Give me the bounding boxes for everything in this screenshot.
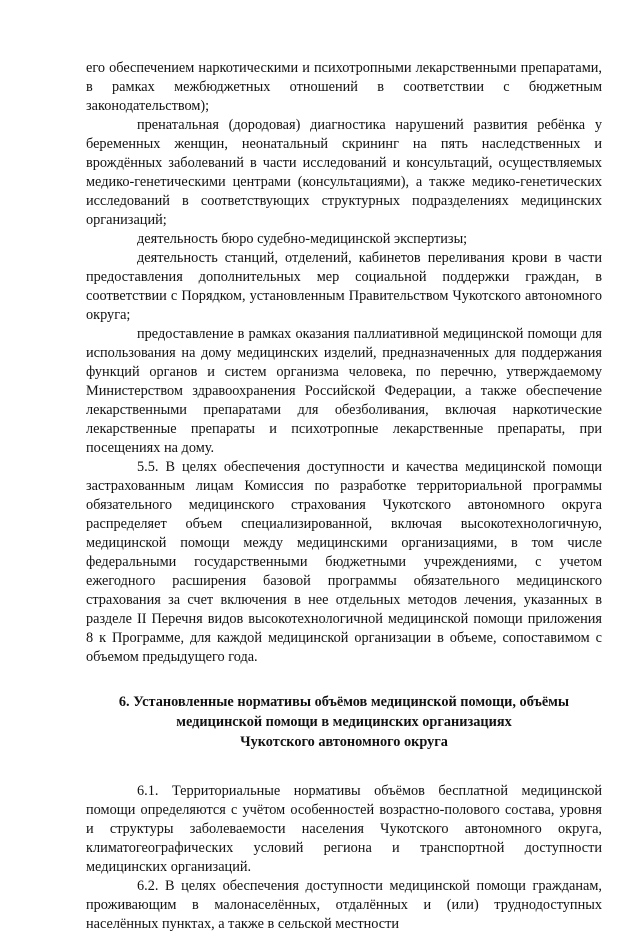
paragraph-continuation: его обеспечением наркотическими и психотропными лекарственными препаратами, в рамках межбюджетных отношений в соответствии с бюджетным законодательством); — [86, 60, 602, 114]
document-page — [86, 59, 602, 934]
paragraph-blood-transfusion: деятельность станций, отделений, кабинетов переливания крови в части предоставления дополнительных мер социальной поддержки граждан, в соответствии с Порядком, установленным Правительством Чукотского автономного округа; — [86, 250, 602, 323]
paragraph-prenatal-diagnostics: пренатальная (дородовая) диагностика нарушений развития ребёнка у беременных женщин, неонатальный скрининг на пять наследственных и врождённых заболеваний в части исследований и консультаций, осуществляемых медико-генетическими центрами (консультациями), а также медико-генетических исследований в соответствующих структурных подразделениях медицинских организаций; — [86, 117, 602, 228]
heading-line-1: 6. Установленные нормативы объёмов медицинской помощи, объёмы — [118, 694, 570, 710]
paragraph-section-5-5: 5.5. В целях обеспечения доступности и качества медицинской помощи застрахованным лицам Комиссия по разработке территориальной программы обязательного медицинского страхования Чукотского автономного округа распределяет объем специализированной, включая высокотехнологичную, медицинской помощи между медицинскими организациями, в том числе федеральными государственными бюджетными учреждениями, с учетом ежегодного расширения базовой программы обязательного медицинского страхования за счет включения в нее отдельных методов лечения, указанных в разделе II Перечня видов высокотехнологичной медицинской помощи приложения 8 к Программе, для каждой медицинской организации в объеме, сопоставимом с объемом предыдущего года. — [86, 459, 602, 665]
section-6-heading — [86, 692, 602, 752]
paragraph-palliative-care: предоставление в рамках оказания паллиативной медицинской помощи для использования на дому медицинских изделий, предназначенных для поддержания функций органов и систем организма человека, по перечню, утверждаемому Министерством здравоохранения Российской Федерации, а также обеспечение лекарственными препаратами для обезболивания, включая наркотические лекарственные препараты и психотропные лекарственные препараты, при посещениях на дому. — [86, 326, 602, 456]
paragraph-forensic-bureau: деятельность бюро судебно-медицинской экспертизы; — [137, 231, 468, 247]
paragraph-section-6-1: 6.1. Территориальные нормативы объёмов бесплатной медицинской помощи определяются с учётом особенностей возрастно-полового состава, уровня и структуры заболеваемости населения Чукотского автономного округа, климатогеографических условий региона и транспортной доступности медицинских организаций. — [86, 783, 602, 875]
heading-line-2: медицинской помощи в медицинских организациях — [176, 714, 512, 730]
paragraph-section-6-2: 6.2. В целях обеспечения доступности медицинской помощи гражданам, проживающим в малонаселённых, отдалённых и (или) труднодоступных населённых пунктах, а также в сельской местности — [86, 878, 602, 932]
heading-line-3: Чукотского автономного округа — [240, 734, 448, 750]
